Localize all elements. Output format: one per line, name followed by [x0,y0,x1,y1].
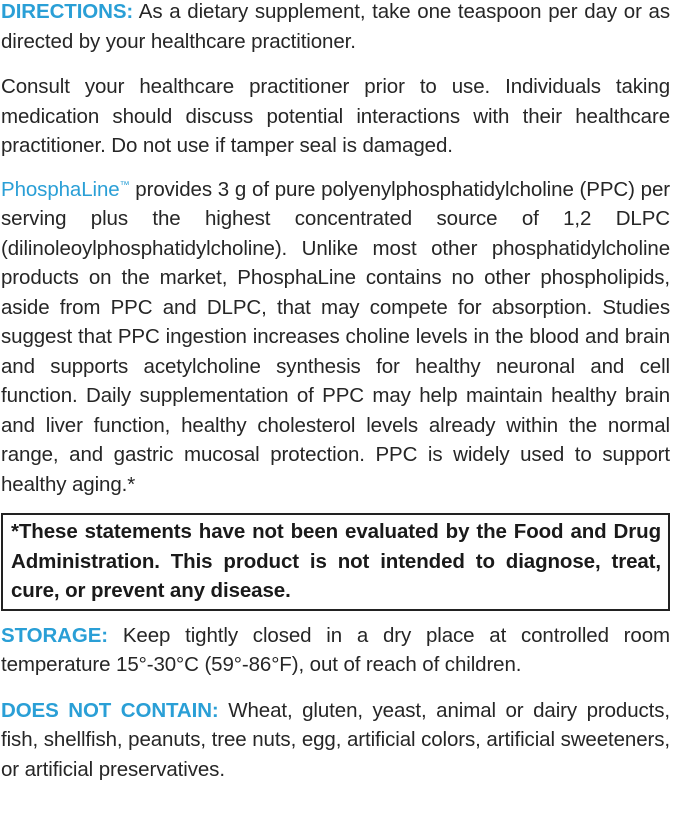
directions-paragraph [1,0,670,56]
fda-disclaimer-text: *These statements have not been evaluated by the Food and Drug Administration. This product is not intended to diagnose, treat, cure, or prevent any disease. [11,520,661,602]
consult-paragraph: Consult your healthcare practitioner prior to use. Individuals taking medication should discuss potential interactions with their healthcare practitioner. Do not use if tamper seal is damaged. [1,75,670,157]
does-not-contain-heading: DOES NOT CONTAIN: [1,698,219,722]
storage-text: Keep tightly closed in a dry place at controlled room temperature 15°-30°C (59°-86°F), out of reach of children. [1,623,670,676]
storage-heading: STORAGE: [1,623,109,647]
storage-paragraph [1,621,670,680]
trademark-symbol: ™ [119,179,130,191]
fda-disclaimer-box [1,513,670,611]
directions-text: As a dietary supplement, take one teaspoon per day or as directed by your healthcare practitioner. [1,0,670,53]
does-not-contain-text: Wheat, gluten, yeast, animal or dairy products, fish, shellfish, peanuts, tree nuts, egg, artificial colors, artificial sweeteners, or artificial preservatives. [1,698,670,781]
phosphaline-paragraph [1,175,670,500]
does-not-contain-paragraph [1,696,670,785]
brand-name: PhosphaLine [1,177,120,201]
phosphaline-text: provides 3 g of pure polyenylphosphatidylcholine (PPC) per serving plus the highest concentrated source of 1,2 DLPC (dilinoleoylphosphatidylcholine). Unlike most other phosphatidylcholine products on the market, PhosphaLine contains no other phospholipids, aside from PPC and DLPC, that may compete for absorption. Studies suggest that PPC ingestion increases choline levels in the blood and brain and supports acetylcholine synthesis for healthy neuronal and cell function. Daily supplementation of PPC may help maintain healthy brain and liver function, healthy cholesterol levels already within the normal range, and gastric mucosal protection. PPC is widely used to support healthy aging.* [1,177,670,496]
directions-heading: DIRECTIONS: [1,0,134,23]
